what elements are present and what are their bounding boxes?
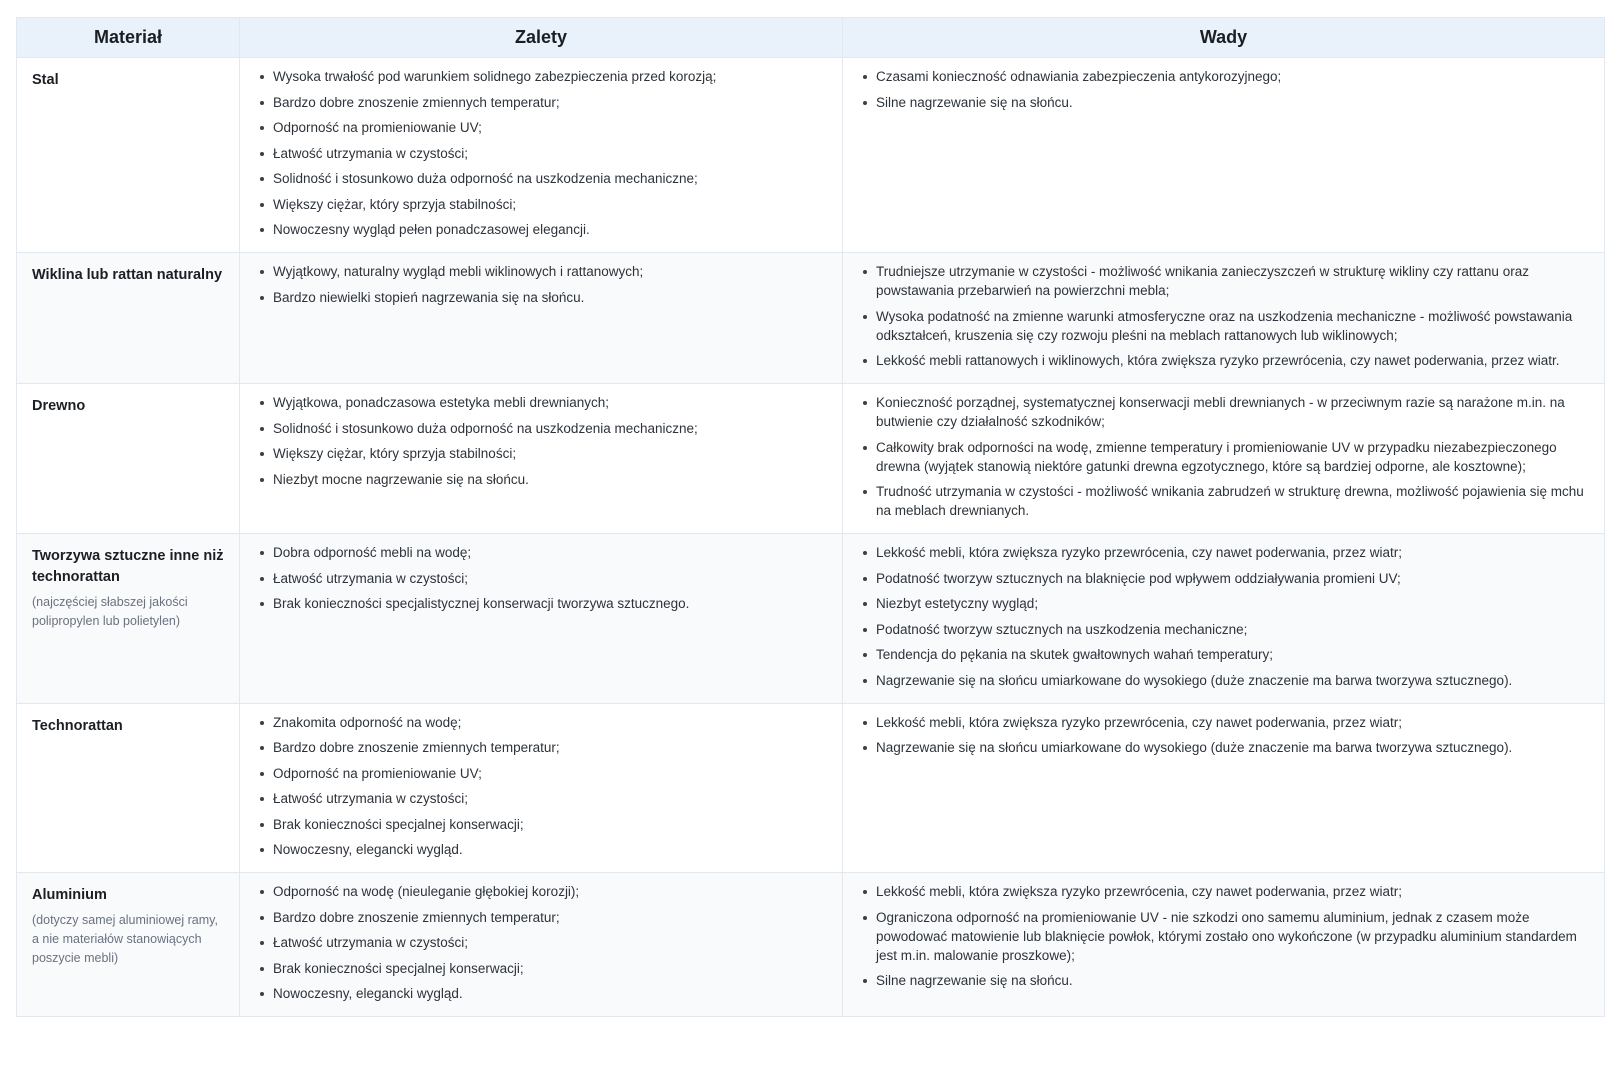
con-item: Lekkość mebli rattanowych i wiklinowych, która zwiększa ryzyko przewrócenia, czy nawet poderwania, przez wiatr. <box>876 351 1589 370</box>
material-name: Tworzywa sztuczne inne niż technorattan <box>32 548 224 585</box>
con-item: Lekkość mebli, która zwiększa ryzyko przewrócenia, czy nawet poderwania, przez wiatr; <box>876 543 1589 562</box>
pros-list <box>255 882 827 1003</box>
cons-list <box>858 393 1589 520</box>
pro-item: Bardzo dobre znoszenie zmiennych temperatur; <box>273 93 827 112</box>
con-item: Trudniejsze utrzymanie w czystości - możliwość wnikania zanieczyszczeń w strukturę wikliny czy rattanu oraz powstawania przebarwień na powierzchni mebla; <box>876 262 1589 300</box>
header-pros: Zalety <box>240 18 843 58</box>
material-cell <box>17 873 240 1017</box>
material-name: Wiklina lub rattan naturalny <box>32 267 223 283</box>
con-item: Lekkość mebli, która zwiększa ryzyko przewrócenia, czy nawet poderwania, przez wiatr; <box>876 713 1589 732</box>
con-item: Nagrzewanie się na słońcu umiarkowane do wysokiego (duże znaczenie ma barwa tworzywa sztucznego). <box>876 738 1589 757</box>
material-note: (dotyczy samej aluminiowej ramy, a nie materiałów stanowiących poszycie mebli) <box>32 913 218 965</box>
table-row <box>17 253 1605 384</box>
pro-item: Łatwość utrzymania w czystości; <box>273 789 827 808</box>
pros-cell <box>240 534 843 704</box>
cons-cell <box>843 384 1605 534</box>
material-cell <box>17 253 240 384</box>
pros-list <box>255 67 827 239</box>
pro-item: Łatwość utrzymania w czystości; <box>273 933 827 952</box>
table-body <box>17 58 1605 1017</box>
pro-item: Większy ciężar, który sprzyja stabilności; <box>273 195 827 214</box>
comparison-table-container <box>16 17 1604 1017</box>
con-item: Podatność tworzyw sztucznych na blaknięcie pod wpływem oddziaływania promieni UV; <box>876 569 1589 588</box>
con-item: Trudność utrzymania w czystości - możliwość wnikania zabrudzeń w strukturę drewna, możliwość pojawienia się mchu na meblach drewnianych. <box>876 482 1589 520</box>
cons-cell <box>843 58 1605 253</box>
pro-item: Brak konieczności specjalistycznej konserwacji tworzywa sztucznego. <box>273 594 827 613</box>
con-item: Lekkość mebli, która zwiększa ryzyko przewrócenia, czy nawet poderwania, przez wiatr; <box>876 882 1589 901</box>
pro-item: Brak konieczności specjalnej konserwacji; <box>273 815 827 834</box>
material-cell <box>17 58 240 253</box>
pros-cell <box>240 703 843 873</box>
table-row <box>17 703 1605 873</box>
material-cell <box>17 534 240 704</box>
pro-item: Wyjątkowy, naturalny wygląd mebli wiklinowych i rattanowych; <box>273 262 827 281</box>
pros-list <box>255 262 827 307</box>
header-material: Materiał <box>17 18 240 58</box>
con-item: Ograniczona odporność na promieniowanie UV - nie szkodzi ono samemu aluminium, jednak z czasem może powodować matowienie lub blaknięcie powłok, którymi zostało ono wykończone (w przypadku aluminium standardem jest m.in. malowanie proszkowe); <box>876 908 1589 965</box>
pro-item: Solidność i stosunkowo duża odporność na uszkodzenia mechaniczne; <box>273 419 827 438</box>
header-cons: Wady <box>843 18 1605 58</box>
con-item: Całkowity brak odporności na wodę, zmienne temperatury i promieniowanie UV w przypadku niezabezpieczonego drewna (wyjątek stanowią niektóre gatunki drewna egzotycznego, które są bardziej odporne, ale kosztowne); <box>876 438 1589 476</box>
cons-cell <box>843 873 1605 1017</box>
cons-list <box>858 543 1589 690</box>
pro-item: Łatwość utrzymania w czystości; <box>273 144 827 163</box>
con-item: Tendencja do pękania na skutek gwałtownych wahań temperatury; <box>876 645 1589 664</box>
material-name: Stal <box>32 72 59 88</box>
material-cell <box>17 703 240 873</box>
cons-list <box>858 882 1589 990</box>
table-row <box>17 873 1605 1017</box>
con-item: Niezbyt estetyczny wygląd; <box>876 594 1589 613</box>
pro-item: Dobra odporność mebli na wodę; <box>273 543 827 562</box>
material-cell <box>17 384 240 534</box>
pro-item: Solidność i stosunkowo duża odporność na uszkodzenia mechaniczne; <box>273 169 827 188</box>
pros-list <box>255 713 827 860</box>
table-header-row <box>17 18 1605 58</box>
con-item: Wysoka podatność na zmienne warunki atmosferyczne oraz na uszkodzenia mechaniczne - możliwość powstawania odkształceń, kruszenia się czy rozwoju pleśni na meblach rattanowych lub wiklinowych; <box>876 307 1589 345</box>
con-item: Silne nagrzewanie się na słońcu. <box>876 93 1589 112</box>
pro-item: Niezbyt mocne nagrzewanie się na słońcu. <box>273 470 827 489</box>
table-row <box>17 58 1605 253</box>
con-item: Konieczność porządnej, systematycznej konserwacji mebli drewnianych - w przeciwnym razie są narażone m.in. na butwienie czy działalność szkodników; <box>876 393 1589 431</box>
con-item: Czasami konieczność odnawiania zabezpieczenia antykorozyjnego; <box>876 67 1589 86</box>
pro-item: Nowoczesny, elegancki wygląd. <box>273 984 827 1003</box>
pro-item: Znakomita odporność na wodę; <box>273 713 827 732</box>
table-row <box>17 534 1605 704</box>
pro-item: Odporność na wodę (nieuleganie głębokiej korozji); <box>273 882 827 901</box>
pro-item: Bardzo dobre znoszenie zmiennych temperatur; <box>273 908 827 927</box>
con-item: Podatność tworzyw sztucznych na uszkodzenia mechaniczne; <box>876 620 1589 639</box>
cons-cell <box>843 703 1605 873</box>
cons-cell <box>843 253 1605 384</box>
con-item: Silne nagrzewanie się na słońcu. <box>876 971 1589 990</box>
pro-item: Łatwość utrzymania w czystości; <box>273 569 827 588</box>
pro-item: Bardzo dobre znoszenie zmiennych temperatur; <box>273 738 827 757</box>
pros-cell <box>240 58 843 253</box>
pros-cell <box>240 253 843 384</box>
pros-cell <box>240 384 843 534</box>
pro-item: Odporność na promieniowanie UV; <box>273 118 827 137</box>
pros-cell <box>240 873 843 1017</box>
cons-list <box>858 262 1589 370</box>
material-name: Drewno <box>32 398 86 414</box>
material-name: Technorattan <box>32 717 123 734</box>
cons-list <box>858 67 1589 112</box>
pro-item: Bardzo niewielki stopień nagrzewania się na słońcu. <box>273 288 827 307</box>
pro-item: Wyjątkowa, ponadczasowa estetyka mebli drewnianych; <box>273 393 827 412</box>
pro-item: Większy ciężar, który sprzyja stabilności; <box>273 444 827 463</box>
pros-list <box>255 393 827 489</box>
pro-item: Nowoczesny, elegancki wygląd. <box>273 840 827 859</box>
con-item: Nagrzewanie się na słońcu umiarkowane do wysokiego (duże znaczenie ma barwa tworzywa sztucznego). <box>876 671 1589 690</box>
material-name: Aluminium <box>32 887 107 903</box>
cons-list <box>858 713 1589 758</box>
pros-list <box>255 543 827 613</box>
pro-item: Odporność na promieniowanie UV; <box>273 764 827 783</box>
pro-item: Brak konieczności specjalnej konserwacji; <box>273 959 827 978</box>
pro-item: Wysoka trwałość pod warunkiem solidnego zabezpieczenia przed korozją; <box>273 67 827 86</box>
material-note: (najczęściej słabszej jakości polipropylen lub polietylen) <box>32 595 188 628</box>
cons-cell <box>843 534 1605 704</box>
pro-item: Nowoczesny wygląd pełen ponadczasowej elegancji. <box>273 220 827 239</box>
table-row <box>17 384 1605 534</box>
materials-comparison-table <box>16 17 1605 1017</box>
